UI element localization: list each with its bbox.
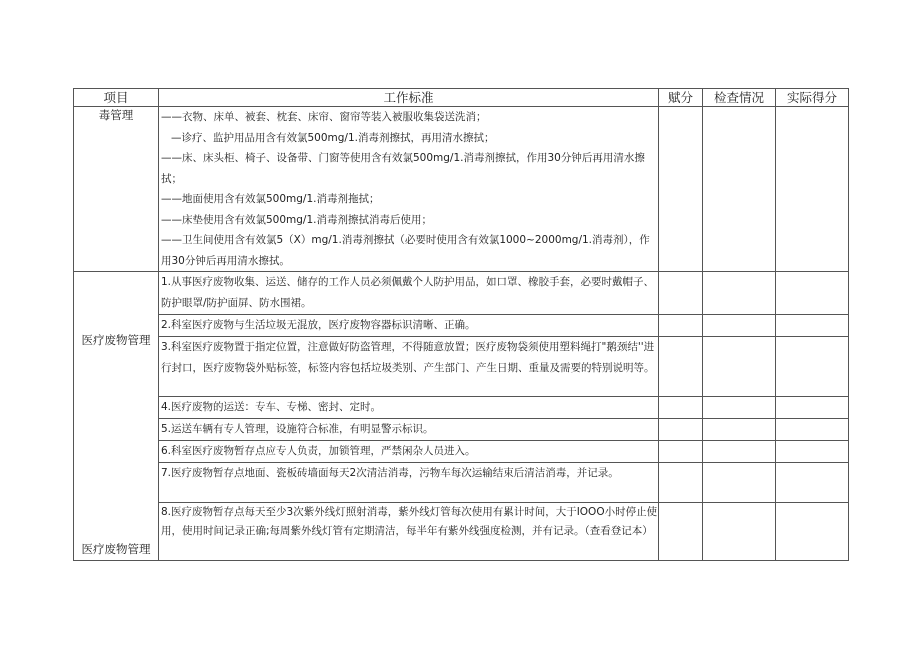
actual-cell[interactable] (776, 272, 849, 315)
score-cell[interactable] (659, 337, 703, 397)
score-cell[interactable] (659, 503, 703, 561)
actual-cell[interactable] (776, 315, 849, 337)
table-row (74, 463, 849, 503)
standard-cell: 1.从事医疗废物收集、运送、储存的工作人员必须佩戴个人防护用品，如口罩、橡胶手套，必要时戴帽子、防护眼罩/防护面屏、防水围裙。 (159, 272, 659, 315)
standard-cell: 7.医疗废物暂存点地面、瓷板砖墙面每天2次清洁消毒，污物车每次运输结束后清洁消毒，并记录。 (159, 463, 659, 503)
score-cell[interactable] (659, 463, 703, 503)
check-cell[interactable] (703, 272, 776, 315)
score-cell[interactable] (659, 107, 703, 272)
table-row (74, 272, 849, 315)
table-row (74, 337, 849, 397)
header-score: 赋分 (659, 89, 703, 107)
item-label: 医疗废物管理 (81, 333, 151, 347)
standard-line: ——床、床头柜、椅子、设备带、门窗等使用含有效氯500mg/1.消毒剂擦拭，作用30分钟后再用清水擦拭； (161, 152, 645, 185)
standard-cell (159, 107, 659, 272)
standard-line: ——地面使用含有效氯500mg/1.消毒剂拖拭； (161, 193, 380, 205)
header-item: 项目 (74, 89, 159, 107)
table-row (74, 397, 849, 419)
check-cell[interactable] (703, 419, 776, 441)
standard-line: ——衣物、床单、被套、枕套、床帘、窗帘等装入被服收集袋送洗消； (161, 111, 487, 123)
standard-cell: 8.医疗废物暂存点每天至少3次紫外线灯照射消毒，紫外线灯管每次使用有累计时间，大于IOOO小时停止使用，使用时间记录正确;每周紫外线灯管有定期清洁，每半年有紫外线强度检测，并有记录。（查看登记本） (159, 503, 659, 561)
item-label: 毒管理 (74, 107, 159, 272)
check-cell[interactable] (703, 503, 776, 561)
score-cell[interactable] (659, 272, 703, 315)
table-row (74, 503, 849, 561)
score-cell[interactable] (659, 419, 703, 441)
inspection-table (73, 88, 849, 561)
actual-cell[interactable] (776, 107, 849, 272)
header-row (74, 89, 849, 107)
standard-line: ——卫生间使用含有效氯5（X）mg/1.消毒剂擦拭（必要时使用含有效氯1000~2000mg/1.消毒剂），作用30分钟后再用清水擦拭。 (161, 234, 650, 267)
check-cell[interactable] (703, 463, 776, 503)
header-standard: 工作标准 (159, 89, 659, 107)
score-cell[interactable] (659, 441, 703, 463)
table-row (74, 107, 849, 272)
table-row (74, 419, 849, 441)
actual-cell[interactable] (776, 337, 849, 397)
score-cell[interactable] (659, 315, 703, 337)
actual-cell[interactable] (776, 503, 849, 561)
item-label-bottom: 医疗废物管理 (81, 542, 151, 556)
standard-cell: 6.科室医疗废物暂存点应专人负责，加锁管理，严禁闲杂人员进入。 (159, 441, 659, 463)
standard-cell: 5.运送车辆有专人管理，设施符合标准，有明显警示标识。 (159, 419, 659, 441)
actual-cell[interactable] (776, 397, 849, 419)
table-row (74, 441, 849, 463)
check-cell[interactable] (703, 337, 776, 397)
check-cell[interactable] (703, 441, 776, 463)
standard-cell: 2.科室医疗废物与生活垃圾无混放，医疗废物容器标识清晰、正确。 (159, 315, 659, 337)
header-actual: 实际得分 (776, 89, 849, 107)
standard-line: —诊疗、监护用品用含有效氯500mg/1.消毒剂擦拭，再用清水擦拭； (171, 131, 495, 144)
check-cell[interactable] (703, 315, 776, 337)
standard-cell: 4.医疗废物的运送：专车、专梯、密封、定时。 (159, 397, 659, 419)
header-check: 检查情况 (703, 89, 776, 107)
item-cell-medical-waste (74, 272, 159, 561)
check-cell[interactable] (703, 397, 776, 419)
check-cell[interactable] (703, 107, 776, 272)
actual-cell[interactable] (776, 441, 849, 463)
table-row (74, 315, 849, 337)
score-cell[interactable] (659, 397, 703, 419)
actual-cell[interactable] (776, 419, 849, 441)
standard-cell: 3.科室医疗废物置于指定位置，注意做好防盗管理，不得随意放置；医疗废物袋须使用塑料绳打"鹅颈结''进行封口，医疗废物袋外贴标签，标签内容包括垃圾类别、产生部门、产生日期、重量及需要的特别说明等。 (159, 337, 659, 397)
actual-cell[interactable] (776, 463, 849, 503)
standard-line: ——床垫使用含有效氯500mg/1.消毒剂擦拭消毒后使用； (161, 213, 432, 226)
